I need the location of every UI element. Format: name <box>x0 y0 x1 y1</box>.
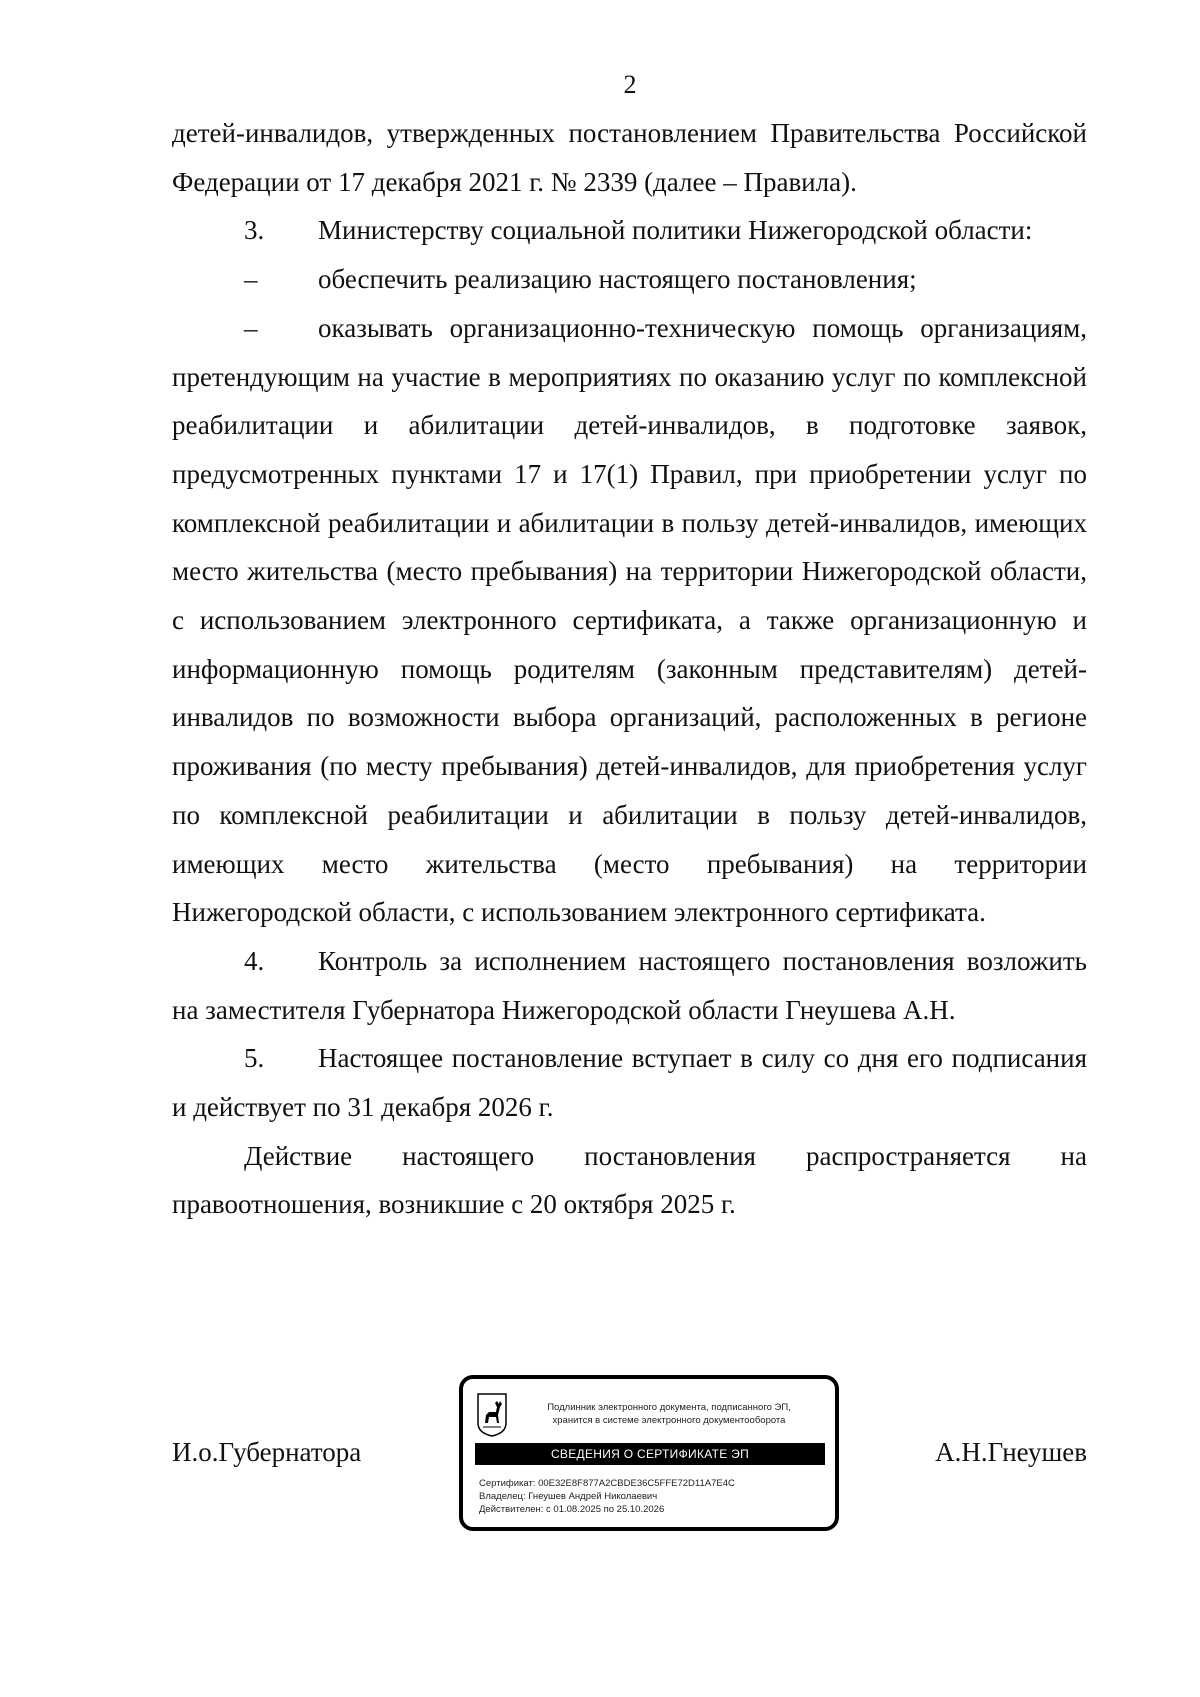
signature-block <box>172 1375 1087 1535</box>
stamp-header <box>519 1401 819 1427</box>
item-text: обеспечить реализацию настоящего постановления; <box>318 264 917 295</box>
stamp-details <box>479 1477 829 1516</box>
electronic-signature-stamp <box>459 1375 839 1531</box>
stamp-title-bar: СВЕДЕНИЯ О СЕРТИФИКАТЕ ЭП <box>475 1443 825 1465</box>
clause-4 <box>172 937 1087 1034</box>
dash-marker: – <box>244 312 258 343</box>
clause-5 <box>172 1034 1087 1131</box>
clause-3-item-2 <box>172 304 1087 937</box>
signer-position: И.о.Губернатора <box>172 1437 362 1467</box>
certificate-owner: Владелец: Гнеушев Андрей Николаевич <box>479 1491 658 1502</box>
clause-number: 4. <box>244 945 265 976</box>
document-body <box>172 109 1087 1229</box>
dash-marker: – <box>244 264 258 295</box>
certificate-validity: Действителен: с 01.08.2025 по 25.10.2026 <box>479 1504 665 1515</box>
paragraph-continuation: детей-инвалидов, утвержденных постановлением Правительства Российской Федерации от 17 декабря 2021 г. № 2339 (далее – Правила). <box>172 118 1087 197</box>
clause-text: Контроль за исполнением настоящего постановления возложить на заместителя Губернатора Нижегородской области Гнеушева А.Н. <box>172 945 1087 1025</box>
clause-number: 3. <box>244 215 265 246</box>
clause-text: Настоящее постановление вступает в силу со дня его подписания и действует по 31 декабря 2026 г. <box>172 1043 1087 1123</box>
clause-3 <box>172 206 1087 255</box>
clause-text: Министерству социальной политики Нижегородской области: <box>318 215 1033 246</box>
certificate-number: Сертификат: 00E32E8F877A2CBDE36C5FFE72D11A7E4C <box>479 1478 735 1489</box>
clause-3-item-1 <box>172 255 1087 304</box>
item-text: оказывать организационно-техническую помощь организациям, претендующим на участие в мероприятиях по оказанию услуг по комплексной реабилитации и абилитации детей-инвалидов, в подготовке заявок, предусмотренных пунктами 17 и 17(1) Правил, при приобретении услуг по комплексной реабилитации и абилитации в пользу детей-инвалидов, имеющих место жительства (место пребывания) на территории Нижегородской области, с использованием электронного сертификата, а также организационную и информационную помощь родителям (законным представителям) детей-инвалидов по возможности выбора организаций, расположенных в регионе проживания (по месту пребывания) детей-инвалидов, для приобретения услуг по комплексной реабилитации и абилитации в пользу детей-инвалидов, имеющих место жительства (место пребывания) на территории Нижегородской области, с использованием электронного сертификата. <box>172 312 1087 928</box>
stamp-header-line: Подлинник электронного документа, подписанного ЭП, <box>547 1402 791 1413</box>
stamp-header-line: хранится в системе электронного документооборота <box>552 1415 786 1426</box>
clause-number: 5. <box>244 1043 265 1074</box>
deer-coat-of-arms-icon <box>477 1393 507 1437</box>
page-number: 2 <box>623 70 637 99</box>
signer-name: А.Н.Гнеушев <box>935 1437 1087 1467</box>
paragraph-effect: Действие настоящего постановления распространяется на правоотношения, возникшие с 20 октября 2025 г. <box>172 1140 1087 1220</box>
